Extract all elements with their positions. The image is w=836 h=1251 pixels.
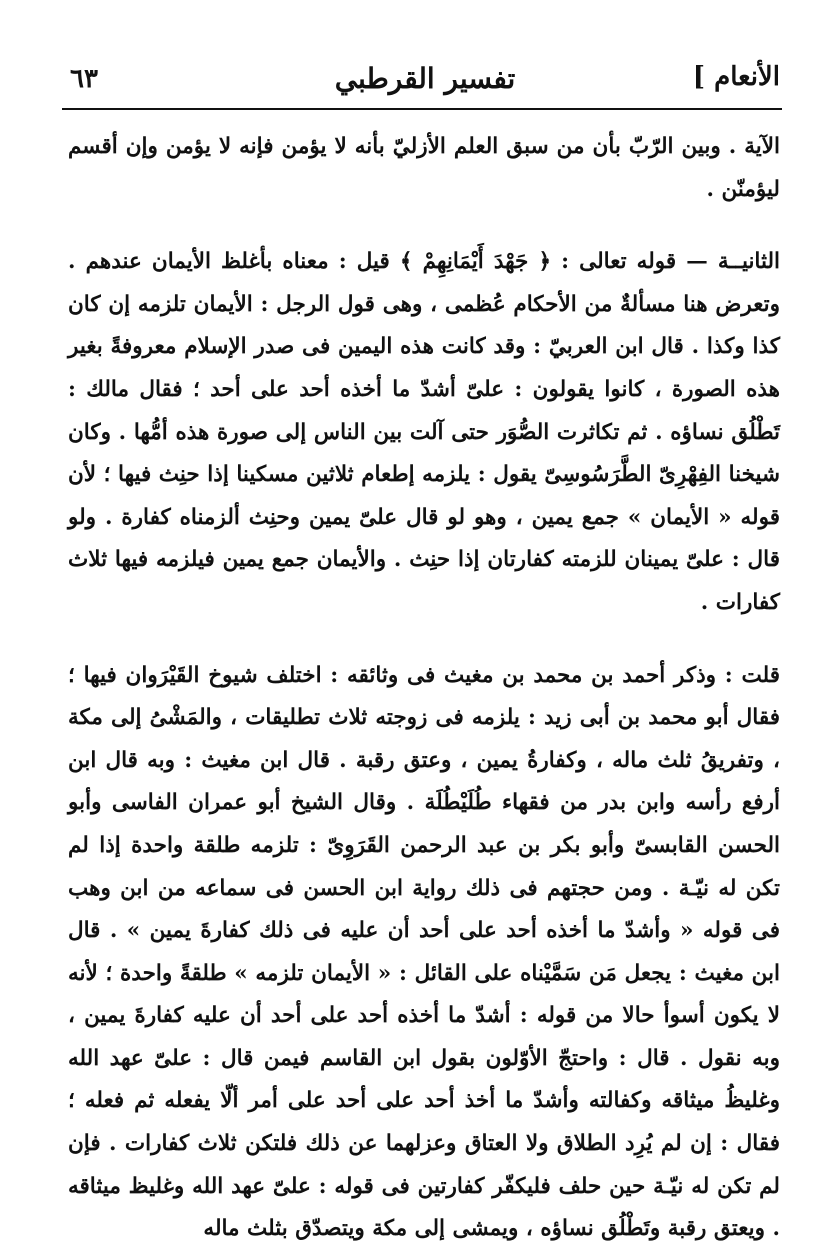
header-rule bbox=[62, 108, 782, 110]
paragraph-2: الثانيــة — قوله تعالى : ﴿ جَهْدَ أَيْمَانِهِمْ ﴾ قيل : معناه بأغلظ الأيمان عندهم . وتعرض هنا مسألةٌ من الأحكام عُظمى ، وهى قول الرجل : الأيمان تلزمه إن كان كذا وكذا . قال ابن العربيّ : وقد كانت هذه اليمين فى صدر الإسلام معروفةً بغير هذه الصورة ، كانوا يقولون : علىّ أشدّ ما أخذه أحد على أحد ؛ فقال مالك : تَطْلُق نساؤه . ثم تكاثرت الصُّوَر حتى آلت بين الناس إلى صورة هذه أمُّها . وكان شيخنا الفِهْرِىّ الطَّرَسُوسِىّ يقول : يلزمه إطعام ثلاثين مسكينا إذا حنِث فيها ؛ لأن قوله « الأيمان » جمع يمين ، وهو لو قال علىّ يمين وحنِث ألزمناه كفارة . ولو قال : علىّ يمينان للزمته كفارتان إذا حنِث . والأيمان جمع يمين فيلزمه فيها ثلاث كفارات . bbox=[68, 249, 780, 615]
surah-name: الأنعام ] bbox=[692, 62, 780, 92]
paragraph-gap bbox=[68, 211, 780, 241]
page-body bbox=[68, 126, 780, 1251]
page-number: ٦٣ bbox=[70, 64, 98, 94]
paragraph-1: الآية . وبين الرّبّ بأن من سبق العلم الأزليّ بأنه لا يؤمن فإنه لا يؤمن وإن أقسم ليؤمنّن . bbox=[68, 134, 780, 202]
running-header bbox=[70, 54, 780, 110]
book-title: تفسير القرطبي bbox=[334, 62, 516, 95]
paragraph-gap bbox=[68, 625, 780, 655]
paragraph-3: قلت : وذكر أحمد بن محمد بن مغيث فى وثائقه : اختلف شيوخ القَيْرَوان فيها ؛ فقال أبو محمد بن أبى زيد : يلزمه فى زوجته ثلاث تطليقات ، والمَشْىُ إلى مكة ، وتفريقُ ثلث ماله ، وكفارةُ يمين ، وعتق رقبة . قال ابن مغيث : وبه قال ابن أرفع رأسه وابن بدر من فقهاء طُلَيْطُلَة . وقال الشيخ أبو عمران الفاسى وأبو الحسن القابسىّ وأبو بكر بن عبد الرحمن القَرَوِىّ : تلزمه طلقة واحدة إذا لم تكن له نيّـة . ومن حجتهم فى ذلك رواية ابن الحسن فى سماعه من ابن وهب فى قوله « وأشدّ ما أخذه أحد على أحد أن عليه فى ذلك كفارةَ يمين » . قال ابن مغيث : يجعل مَن سَمَّيْناه على القائل : « الأيمان تلزمه » طلقةً واحدة ؛ لأنه لا يكون أسوأ حالا من قوله : أشدّ ما أخذه أحد على أحد أن عليه كفارةَ يمين ، وبه نقول . قال : واحتجّ الأوّلون بقول ابن القاسم فيمن قال : علىّ عهد الله وغليظُ ميثاقه وكفالته وأشدّ ما أخذ أحد على أحد على أمر ألّا يفعله ثم فعله ؛ فقال : إن لم يُرِد الطلاق ولا العتاق وعزلهما عن ذلك فلتكن ثلاث كفارات . فإن لم تكن له نيّـة حين حلف فليكفّر كفارتين فى قوله : علىّ عهد الله وغليظ ميثاقه . ويعتق رقبة وتَطْلُق نساؤه ، ويمشى إلى مكة ويتصدّق بثلث ماله bbox=[68, 662, 780, 1242]
